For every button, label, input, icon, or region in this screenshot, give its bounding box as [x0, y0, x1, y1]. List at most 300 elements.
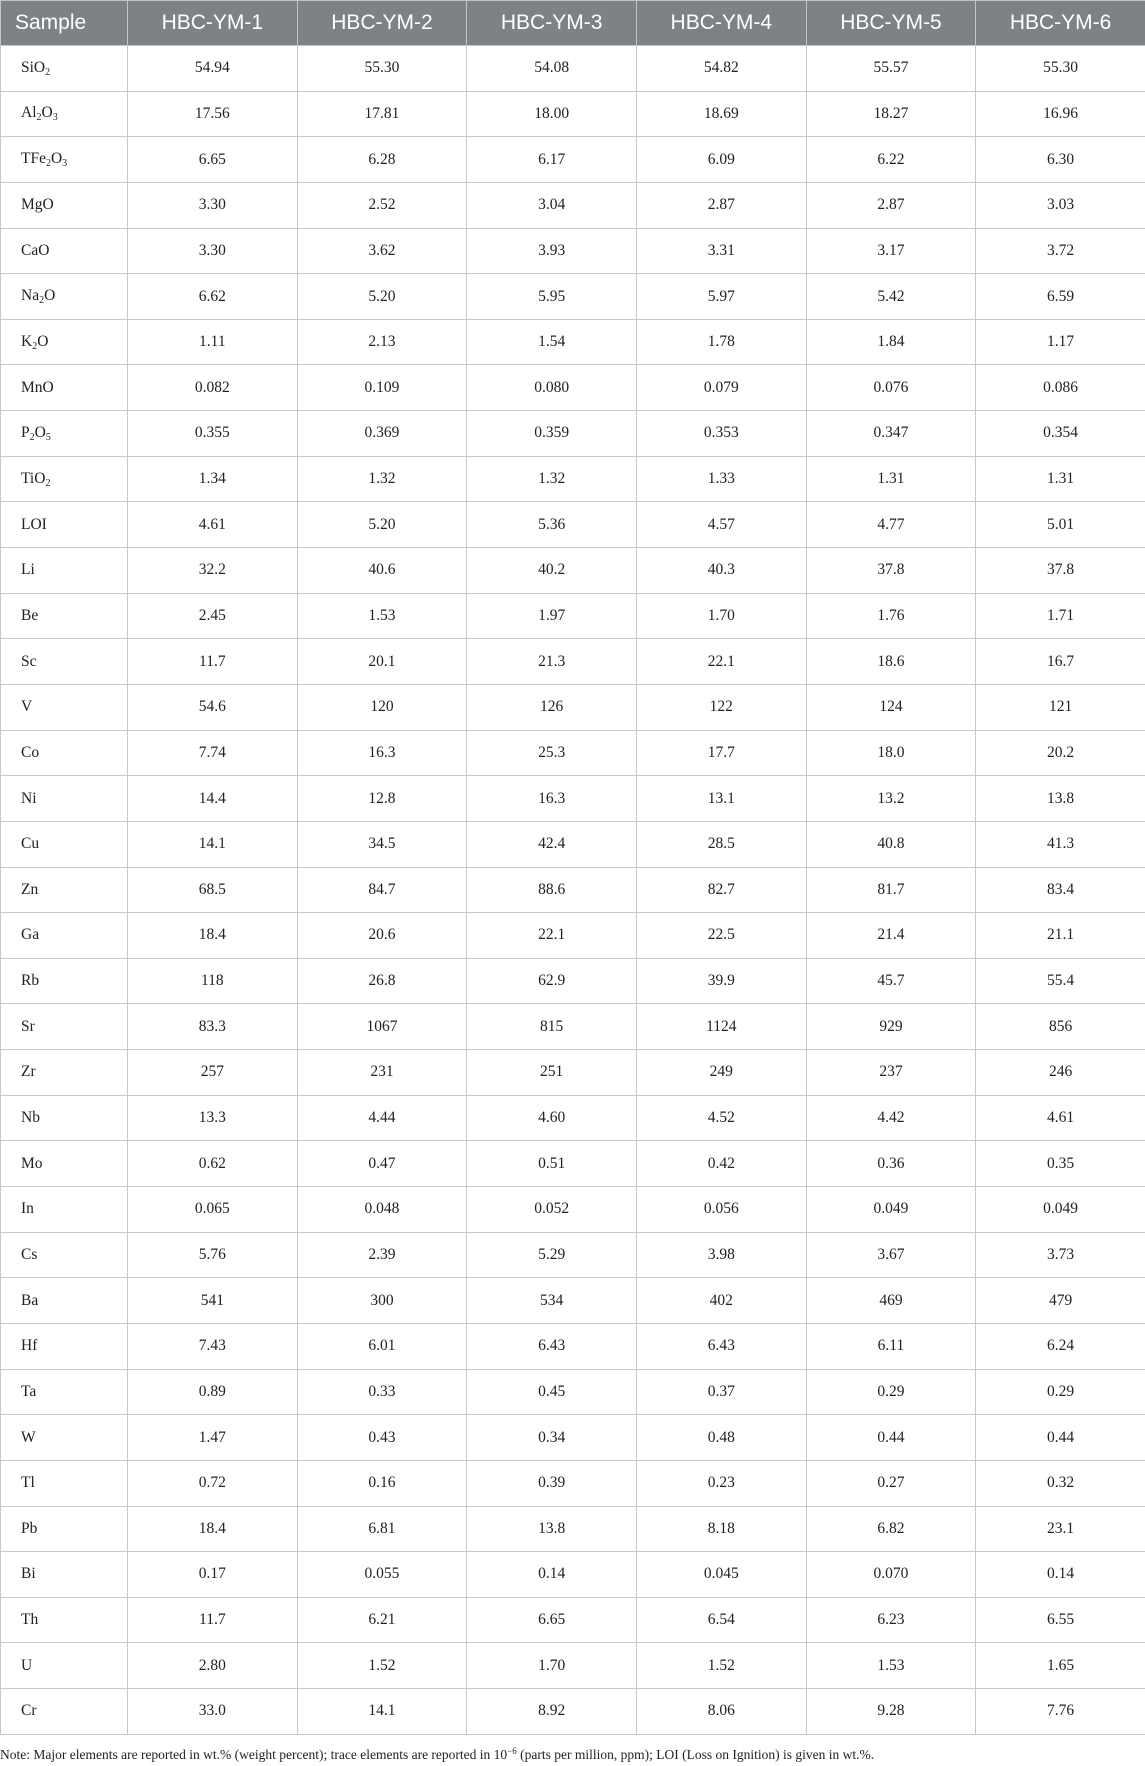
table-row: [1, 821, 1145, 867]
table-cell: 1.53: [806, 1643, 976, 1689]
table-cell: 0.16: [297, 1460, 467, 1506]
table-cell: 2.45: [128, 593, 298, 639]
table-cell: 257: [128, 1050, 298, 1096]
table-cell: 856: [976, 1004, 1145, 1050]
table-header: [1, 1, 1145, 46]
table-cell: 249: [636, 1050, 806, 1096]
table-note: [0, 1746, 1145, 1763]
label-text: P: [21, 423, 30, 441]
table-cell: 0.47: [297, 1141, 467, 1187]
label-text: Co: [21, 743, 40, 761]
table-cell: 55.4: [976, 958, 1145, 1004]
table-cell: 6.24: [976, 1323, 1145, 1369]
table-cell: 39.9: [636, 958, 806, 1004]
row-label: [1, 228, 128, 274]
table-row: [1, 46, 1145, 92]
label-text: O: [44, 287, 56, 305]
label-text: O: [37, 332, 49, 350]
label-subscript: 2: [39, 295, 45, 307]
table-row: [1, 1689, 1145, 1735]
table-cell: 54.08: [467, 46, 637, 92]
table-row: [1, 1004, 1145, 1050]
label-subscript: 3: [52, 112, 58, 124]
table-cell: 3.93: [467, 228, 637, 274]
table-cell: 5.76: [128, 1232, 298, 1278]
row-label: [1, 1141, 128, 1187]
table-row: [1, 913, 1145, 959]
table-cell: 1.31: [806, 456, 976, 502]
table-row: [1, 1050, 1145, 1096]
label-text: In: [21, 1200, 34, 1218]
header-cell-sample-5: HBC-YM-5: [806, 1, 976, 46]
table-cell: 42.4: [467, 821, 637, 867]
label-text: W: [21, 1428, 36, 1446]
table-cell: 55.57: [806, 46, 976, 92]
table-row: [1, 776, 1145, 822]
table-cell: 0.33: [297, 1369, 467, 1415]
table-row: [1, 1323, 1145, 1369]
table-cell: 0.076: [806, 365, 976, 411]
table-row: [1, 1369, 1145, 1415]
table-cell: 4.57: [636, 502, 806, 548]
table-cell: 14.1: [128, 821, 298, 867]
table-cell: 3.31: [636, 228, 806, 274]
table-cell: 2.80: [128, 1643, 298, 1689]
header-cell-sample-4: HBC-YM-4: [636, 1, 806, 46]
table-cell: 1.65: [976, 1643, 1145, 1689]
table-cell: 0.354: [976, 411, 1145, 457]
table-row: [1, 730, 1145, 776]
table-row: [1, 1187, 1145, 1233]
header-cell-sample-6: HBC-YM-6: [976, 1, 1145, 46]
table-cell: 541: [128, 1278, 298, 1324]
table-row: [1, 137, 1145, 183]
table-cell: 0.055: [297, 1552, 467, 1598]
table-cell: 22.5: [636, 913, 806, 959]
table-cell: 0.42: [636, 1141, 806, 1187]
table-cell: 6.17: [467, 137, 637, 183]
label-text: Cs: [21, 1245, 38, 1263]
table-cell: 3.30: [128, 228, 298, 274]
table-cell: 18.4: [128, 913, 298, 959]
table-cell: 21.3: [467, 639, 637, 685]
table-cell: 0.39: [467, 1460, 637, 1506]
table-cell: 6.21: [297, 1597, 467, 1643]
table-cell: 88.6: [467, 867, 637, 913]
table-cell: 3.03: [976, 182, 1145, 228]
row-label: [1, 958, 128, 1004]
table-row: [1, 684, 1145, 730]
table-cell: 0.048: [297, 1187, 467, 1233]
table-cell: 45.7: [806, 958, 976, 1004]
row-label: [1, 1460, 128, 1506]
row-label: [1, 1050, 128, 1096]
table-row: [1, 182, 1145, 228]
row-label: [1, 1552, 128, 1598]
table-cell: 40.6: [297, 548, 467, 594]
table-cell: 13.8: [976, 776, 1145, 822]
table-cell: 3.98: [636, 1232, 806, 1278]
label-text: Ta: [21, 1382, 37, 1400]
table-cell: 126: [467, 684, 637, 730]
table-cell: 17.56: [128, 91, 298, 137]
table-cell: 0.347: [806, 411, 976, 457]
table-cell: 41.3: [976, 821, 1145, 867]
table-cell: 54.82: [636, 46, 806, 92]
table-cell: 5.95: [467, 274, 637, 320]
table-cell: 0.14: [467, 1552, 637, 1598]
table-cell: 0.049: [976, 1187, 1145, 1233]
table-cell: 6.65: [467, 1597, 637, 1643]
header-row: [1, 1, 1145, 46]
note-text-after: (parts per million, ppm); LOI (Loss on Ignition) is given in wt.%.: [516, 1747, 875, 1762]
header-cell-sample: Sample: [1, 1, 128, 46]
label-text: Al: [21, 104, 37, 122]
row-label: [1, 1597, 128, 1643]
table-row: [1, 91, 1145, 137]
table-cell: 0.35: [976, 1141, 1145, 1187]
table-cell: 0.355: [128, 411, 298, 457]
table-cell: 16.96: [976, 91, 1145, 137]
table-cell: 1.17: [976, 319, 1145, 365]
table-cell: 2.87: [806, 182, 976, 228]
label-subscript: 2: [32, 340, 38, 352]
label-text: Zr: [21, 1063, 36, 1081]
table-cell: 8.18: [636, 1506, 806, 1552]
table-cell: 13.3: [128, 1095, 298, 1141]
label-text: CaO: [21, 241, 50, 259]
label-text: TiO: [21, 469, 46, 487]
table-cell: 18.0: [806, 730, 976, 776]
table-cell: 1.97: [467, 593, 637, 639]
table-cell: 402: [636, 1278, 806, 1324]
table-cell: 2.39: [297, 1232, 467, 1278]
table-cell: 0.082: [128, 365, 298, 411]
table-cell: 23.1: [976, 1506, 1145, 1552]
table-cell: 3.04: [467, 182, 637, 228]
table-cell: 0.080: [467, 365, 637, 411]
label-text: Zn: [21, 880, 39, 898]
table-cell: 21.1: [976, 913, 1145, 959]
table-cell: 0.070: [806, 1552, 976, 1598]
table-row: [1, 548, 1145, 594]
row-label: [1, 1506, 128, 1552]
table-row: [1, 456, 1145, 502]
table-cell: 300: [297, 1278, 467, 1324]
table-row: [1, 1095, 1145, 1141]
table-cell: 14.4: [128, 776, 298, 822]
table-cell: 40.3: [636, 548, 806, 594]
label-text: Sc: [21, 652, 37, 670]
table-cell: 6.09: [636, 137, 806, 183]
table-cell: 0.45: [467, 1369, 637, 1415]
row-label: [1, 593, 128, 639]
label-text: Na: [21, 287, 40, 305]
table-cell: 6.11: [806, 1323, 976, 1369]
table-cell: 18.27: [806, 91, 976, 137]
table-cell: 4.61: [128, 502, 298, 548]
table-cell: 33.0: [128, 1689, 298, 1735]
table-cell: 0.32: [976, 1460, 1145, 1506]
table-body: [1, 46, 1145, 1735]
table-cell: 124: [806, 684, 976, 730]
table-cell: 55.30: [976, 46, 1145, 92]
table-row: [1, 1552, 1145, 1598]
table-cell: 469: [806, 1278, 976, 1324]
table-cell: 1067: [297, 1004, 467, 1050]
table-cell: 5.42: [806, 274, 976, 320]
table-cell: 68.5: [128, 867, 298, 913]
table-cell: 1.71: [976, 593, 1145, 639]
table-cell: 5.20: [297, 502, 467, 548]
table-row: [1, 365, 1145, 411]
table-cell: 0.27: [806, 1460, 976, 1506]
table-cell: 5.01: [976, 502, 1145, 548]
table-cell: 25.3: [467, 730, 637, 776]
table-cell: 1.31: [976, 456, 1145, 502]
header-cell-sample-2: HBC-YM-2: [297, 1, 467, 46]
table-cell: 6.59: [976, 274, 1145, 320]
table-cell: 6.23: [806, 1597, 976, 1643]
table-row: [1, 867, 1145, 913]
table-cell: 0.056: [636, 1187, 806, 1233]
table-cell: 0.065: [128, 1187, 298, 1233]
row-label: [1, 1004, 128, 1050]
label-text: Ba: [21, 1291, 39, 1309]
table-cell: 7.76: [976, 1689, 1145, 1735]
table-cell: 5.97: [636, 274, 806, 320]
table-cell: 17.7: [636, 730, 806, 776]
table-cell: 8.92: [467, 1689, 637, 1735]
table-cell: 479: [976, 1278, 1145, 1324]
table-cell: 1124: [636, 1004, 806, 1050]
label-text: V: [21, 698, 33, 716]
table-cell: 16.3: [297, 730, 467, 776]
table-cell: 0.109: [297, 365, 467, 411]
table-cell: 0.44: [976, 1415, 1145, 1461]
label-text: Sr: [21, 1017, 35, 1035]
table-cell: 3.30: [128, 182, 298, 228]
table-cell: 4.77: [806, 502, 976, 548]
row-label: [1, 821, 128, 867]
table-cell: 0.353: [636, 411, 806, 457]
row-label: [1, 684, 128, 730]
table-cell: 815: [467, 1004, 637, 1050]
label-text: Li: [21, 561, 35, 579]
table-cell: 0.049: [806, 1187, 976, 1233]
table-cell: 16.7: [976, 639, 1145, 685]
table-cell: 13.8: [467, 1506, 637, 1552]
table-cell: 6.82: [806, 1506, 976, 1552]
table-row: [1, 1643, 1145, 1689]
table-cell: 3.73: [976, 1232, 1145, 1278]
table-cell: 5.20: [297, 274, 467, 320]
row-label: [1, 137, 128, 183]
table-cell: 54.94: [128, 46, 298, 92]
table-cell: 17.81: [297, 91, 467, 137]
label-text: Rb: [21, 972, 40, 990]
table-row: [1, 593, 1145, 639]
table-row: [1, 319, 1145, 365]
table-cell: 40.2: [467, 548, 637, 594]
note-text-before: Note: Major elements are reported in wt.% (weight percent); trace elements are reported in 10: [0, 1747, 508, 1762]
label-text: Th: [21, 1611, 39, 1629]
table-cell: 1.84: [806, 319, 976, 365]
table-cell: 118: [128, 958, 298, 1004]
table-cell: 18.6: [806, 639, 976, 685]
label-subscript: 2: [29, 431, 35, 443]
label-text: K: [21, 332, 33, 350]
header-cell-sample-3: HBC-YM-3: [467, 1, 637, 46]
table-cell: 1.76: [806, 593, 976, 639]
table-cell: 251: [467, 1050, 637, 1096]
row-label: [1, 91, 128, 137]
table-cell: 6.28: [297, 137, 467, 183]
table-cell: 3.67: [806, 1232, 976, 1278]
table-row: [1, 411, 1145, 457]
label-text: Bi: [21, 1565, 36, 1583]
row-label: [1, 1415, 128, 1461]
table-cell: 3.72: [976, 228, 1145, 274]
table-cell: 246: [976, 1050, 1145, 1096]
note-exponent: −6: [507, 1746, 517, 1756]
table-cell: 6.81: [297, 1506, 467, 1552]
table-cell: 37.8: [976, 548, 1145, 594]
table-cell: 4.44: [297, 1095, 467, 1141]
table-row: [1, 228, 1145, 274]
table-cell: 54.6: [128, 684, 298, 730]
table-cell: 40.8: [806, 821, 976, 867]
table-cell: 0.89: [128, 1369, 298, 1415]
table-cell: 0.48: [636, 1415, 806, 1461]
label-text: MnO: [21, 378, 54, 396]
row-label: [1, 1232, 128, 1278]
row-label: [1, 548, 128, 594]
table-cell: 20.6: [297, 913, 467, 959]
table-cell: 16.3: [467, 776, 637, 822]
label-text: Be: [21, 607, 39, 624]
label-text: SiO: [21, 58, 46, 76]
table-cell: 0.43: [297, 1415, 467, 1461]
row-label: [1, 730, 128, 776]
table-row: [1, 1597, 1145, 1643]
row-label: [1, 1643, 128, 1689]
label-text: Tl: [21, 1474, 35, 1492]
table-row: [1, 1415, 1145, 1461]
table-cell: 6.43: [467, 1323, 637, 1369]
table-cell: 2.13: [297, 319, 467, 365]
table-cell: 0.62: [128, 1141, 298, 1187]
table-cell: 0.359: [467, 411, 637, 457]
table-row: [1, 1460, 1145, 1506]
table-cell: 1.11: [128, 319, 298, 365]
table-cell: 18.00: [467, 91, 637, 137]
table-cell: 0.086: [976, 365, 1145, 411]
row-label: [1, 456, 128, 502]
label-text: O: [34, 423, 46, 441]
table-row: [1, 958, 1145, 1004]
table-cell: 0.29: [806, 1369, 976, 1415]
table-cell: 0.37: [636, 1369, 806, 1415]
row-label: [1, 867, 128, 913]
label-subscript: 2: [45, 66, 51, 78]
table-cell: 6.22: [806, 137, 976, 183]
table-cell: 0.36: [806, 1141, 976, 1187]
table-cell: 7.74: [128, 730, 298, 776]
table-cell: 0.29: [976, 1369, 1145, 1415]
table-cell: 14.1: [297, 1689, 467, 1735]
table-cell: 28.5: [636, 821, 806, 867]
label-subscript: 2: [45, 158, 51, 170]
table-cell: 4.52: [636, 1095, 806, 1141]
row-label: [1, 1095, 128, 1141]
table-cell: 1.70: [467, 1643, 637, 1689]
label-text: MgO: [21, 196, 54, 214]
label-text: Mo: [21, 1154, 43, 1172]
table-cell: 231: [297, 1050, 467, 1096]
row-label: [1, 1323, 128, 1369]
row-label: [1, 1187, 128, 1233]
table-cell: 1.32: [297, 456, 467, 502]
row-label: [1, 411, 128, 457]
table-row: [1, 274, 1145, 320]
table-cell: 0.14: [976, 1552, 1145, 1598]
label-text: O: [50, 150, 63, 168]
table-cell: 11.7: [128, 1597, 298, 1643]
table-cell: 3.62: [297, 228, 467, 274]
table-cell: 0.23: [636, 1460, 806, 1506]
table-cell: 121: [976, 684, 1145, 730]
table-cell: 6.54: [636, 1597, 806, 1643]
label-text: LOI: [21, 515, 47, 533]
table-cell: 1.54: [467, 319, 637, 365]
label-text: Nb: [21, 1109, 40, 1127]
table-cell: 26.8: [297, 958, 467, 1004]
label-text: Ni: [21, 789, 37, 807]
table-cell: 4.61: [976, 1095, 1145, 1141]
row-label: [1, 502, 128, 548]
table-cell: 1.34: [128, 456, 298, 502]
table-cell: 5.29: [467, 1232, 637, 1278]
table-cell: 6.65: [128, 137, 298, 183]
table-cell: 0.34: [467, 1415, 637, 1461]
table-cell: 120: [297, 684, 467, 730]
table-cell: 11.7: [128, 639, 298, 685]
label-subscript: 3: [62, 158, 68, 170]
table-cell: 1.52: [636, 1643, 806, 1689]
table-cell: 12.8: [297, 776, 467, 822]
table-cell: 84.7: [297, 867, 467, 913]
table-cell: 81.7: [806, 867, 976, 913]
table-cell: 55.30: [297, 46, 467, 92]
row-label: [1, 274, 128, 320]
table-cell: 82.7: [636, 867, 806, 913]
table-cell: 18.69: [636, 91, 806, 137]
table-cell: 6.55: [976, 1597, 1145, 1643]
table-cell: 0.44: [806, 1415, 976, 1461]
row-label: [1, 365, 128, 411]
table-cell: 22.1: [467, 913, 637, 959]
table-row: [1, 1278, 1145, 1324]
table-row: [1, 1141, 1145, 1187]
label-text: Ga: [21, 926, 40, 944]
table-cell: 0.079: [636, 365, 806, 411]
label-subscript: 2: [36, 112, 42, 124]
table-cell: 4.42: [806, 1095, 976, 1141]
row-label: [1, 1278, 128, 1324]
row-label: [1, 46, 128, 92]
row-label: [1, 319, 128, 365]
